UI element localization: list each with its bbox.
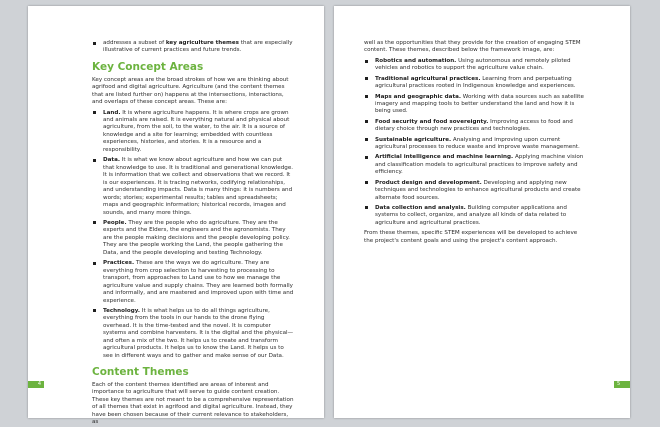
left-page — [28, 6, 324, 426]
bullet-marker — [93, 262, 96, 265]
theme-term: Data collection and analysis. — [375, 204, 466, 211]
theme-item-robotics — [364, 58, 588, 73]
right-page-content — [334, 6, 630, 418]
concept-item-data — [92, 157, 294, 217]
concept-term: Technology. — [103, 307, 141, 314]
intro-bullet-post: that are especially illustrative of current practices and future trends. — [103, 40, 293, 54]
theme-term: Product design and development. — [375, 179, 482, 186]
concept-item-practices — [92, 260, 294, 305]
theme-item-sustainable — [364, 137, 588, 152]
concept-text: These are the ways we do agriculture. They are everything from crop selection to harvesting to processing to transport, from approaches to Land use to how we manage the agriculture value and supply chains. They are learned both formally and informally, and are mastered and improved upon with time and experience. — [103, 260, 294, 304]
bullet-marker — [365, 60, 368, 63]
themes-continuation: well as the opportunities that they provide for the creation of engaging STEM content. These themes, described below the framework image, are: — [364, 40, 581, 54]
theme-text: Analysing and improving upon current agricultural processes to reduce waste and improve waste management. — [375, 136, 580, 150]
theme-term: Robotics and automation. — [375, 57, 457, 64]
key-concepts-list — [92, 110, 294, 361]
concept-term: Practices. — [103, 260, 135, 267]
bullet-marker — [93, 221, 96, 224]
bullet-marker — [365, 181, 368, 184]
theme-item-product-design — [364, 180, 588, 202]
concept-term: People. — [103, 219, 127, 226]
intro-bullet-list — [92, 40, 294, 55]
concept-text: They are the people who do agriculture. They are the experts and the Elders, the engineers and the agronomists. They are the people making decisions and the people developing policy. They are the people working the Land, the people gathering the Data, and the people developing and testing Technology. — [103, 219, 290, 256]
concept-item-technology — [92, 308, 294, 360]
theme-term: Traditional agricultural practices. — [375, 75, 481, 82]
theme-item-ai — [364, 154, 588, 176]
theme-text: Improving access to food and dietary choice through new practices and technologies. — [375, 118, 573, 133]
concept-text: It is what helps us to do all things agriculture, everything from the tools in our hands to the drone flying overhead. It is the time-tested and the novel. It is computer systems and combine harvesters. It is the digital and the physical—and often a mix of the two. It helps us to create and transform agricultural products. It helps us to know the Land. It helps us to see in different ways and to gather and make sense of our Data. — [103, 307, 294, 359]
bullet-marker — [365, 95, 368, 98]
concept-text: It is what we know about agriculture and how we can put that knowledge to use. It is traditional and generational knowledge. It is information that we collect and observations that we record. It is our experiences. It is tracing networks, codifying relationships, and understanding impacts. Data is many things: it is numbers and words; stories; experimental results; tables and spreadsheets; maps and geographic information; historical records, images and sounds, and many more things. — [103, 157, 294, 216]
theme-item-traditional-practices — [364, 76, 588, 91]
key-concepts-heading: Key Concept Areas — [92, 60, 204, 73]
intro-bullet — [92, 40, 294, 55]
concept-item-people — [92, 220, 294, 257]
theme-text: Building computer applications and systems to collect, organize, and analyze all kinds of data related to agriculture and agricultural practices. — [375, 204, 567, 226]
theme-text: Applying machine vision and classification models to agricultural practices to improve safety and efficiency. — [375, 154, 584, 176]
bullet-marker — [365, 77, 368, 80]
intro-bullet-pre: addresses a subset of — [103, 40, 166, 46]
content-themes-intro: Each of the content themes identified are areas of interest and importance to agriculture that will serve to guide content creation. These key themes are not meant to be a comprehensive representation of all themes that exist in agrifood and digital agriculture. Instead, they have been chosen because of their current relevance to stakeholders, as — [92, 381, 294, 426]
theme-item-food-security — [364, 119, 588, 134]
bullet-marker — [93, 159, 96, 162]
themes-list — [364, 58, 588, 227]
bullet-marker — [93, 111, 96, 114]
theme-text: Working with data sources such as satellite imagery and mapping tools to better understand the land and how it is being used. — [375, 93, 584, 115]
intro-bullet-term: key agriculture themes — [165, 40, 240, 46]
theme-text: Developing and applying new techniques and technologies to enhance agricultural products and create alternate food sources. — [375, 179, 581, 201]
bullet-marker — [93, 42, 96, 45]
page-number: 4 — [28, 381, 44, 388]
theme-item-maps — [364, 94, 588, 116]
right-page — [334, 6, 630, 418]
theme-item-data-collection — [364, 205, 588, 227]
theme-term: Sustainable agriculture. — [375, 136, 452, 143]
theme-term: Maps and geographic data. — [375, 93, 462, 100]
concept-item-land — [92, 110, 294, 155]
theme-text: Learning from and perpetuating agricultural practices rooted in Indigenous knowledge and experiences. — [375, 75, 576, 90]
themes-closing: From these themes, specific STEM experiences will be developed to achieve the project's content goals and using the project's content approach. — [364, 230, 578, 244]
content-themes-heading: Content Themes — [92, 366, 189, 379]
theme-term: Artificial intelligence and machine learning. — [375, 154, 514, 161]
bullet-marker — [93, 309, 96, 312]
theme-text: Using autonomous and remotely piloted vehicles and robotics to support the agriculture value chain. — [375, 57, 571, 72]
page-number: 5 — [614, 381, 630, 388]
concept-term: Data. — [103, 157, 120, 164]
theme-term: Food security and food sovereignty. — [375, 118, 489, 125]
bullet-marker — [365, 156, 368, 159]
left-page-content — [28, 6, 324, 426]
concept-text: It is where agriculture happens. It is where crops are grown and animals are raised. It is everything natural and physical about agriculture, from the soil, to the water, to the air. It is a source of knowledge and a site for learning; embedded with countless experiences, histories, and stories. It is a resource and a responsibility. — [103, 109, 290, 153]
key-concepts-intro: Key concept areas are the broad strokes of how we are thinking about agrifood and digital agriculture. Agriculture (and the content themes that are listed further on) happens at the intersections, interactions, and overlaps of these concept areas. These are: — [92, 76, 289, 106]
concept-term: Land. — [103, 109, 121, 116]
bullet-marker — [365, 138, 368, 141]
bullet-marker — [365, 206, 368, 209]
bullet-marker — [365, 120, 368, 123]
